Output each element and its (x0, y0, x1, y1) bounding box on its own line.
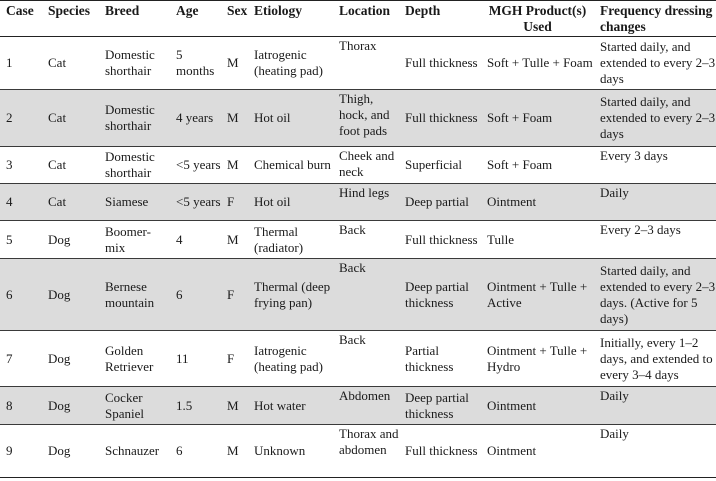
cell-sex: M (227, 157, 239, 172)
cell-products: Ointment (487, 194, 537, 209)
table-row (0, 331, 716, 387)
cell-breed: Domestic shorthair (105, 149, 155, 180)
cell-products: Tulle (487, 231, 514, 247)
cell-sex: M (227, 110, 239, 125)
cell-sex: M (227, 397, 239, 413)
cell-case: 7 (6, 350, 13, 366)
cell-products: Soft + Tulle + Foam (487, 55, 593, 70)
cell-frequency: Daily (600, 426, 629, 441)
cell-depth: Superficial (405, 157, 463, 172)
cell-age: 11 (176, 350, 189, 366)
cell-location: Thigh, hock, and foot pads (339, 91, 390, 138)
cell-depth: Full thickness (405, 110, 478, 125)
table-row (0, 259, 716, 331)
cell-products: Soft + Foam (487, 110, 553, 125)
cell-frequency: Every 3 days (600, 148, 668, 163)
cell-sex: M (227, 55, 239, 70)
cell-etiology: Hot oil (254, 194, 291, 209)
cell-age: 6 (176, 443, 183, 458)
cell-etiology: Hot water (254, 397, 306, 413)
cell-species: Cat (48, 110, 67, 125)
table-row (0, 147, 716, 184)
table-row (0, 387, 716, 425)
cell-breed: Siamese (105, 194, 149, 209)
cell-location: Abdomen (339, 388, 391, 403)
cell-etiology: Hot oil (254, 110, 291, 125)
cell-frequency: Started daily, and extended to every 2–3 days (600, 39, 716, 86)
cell-frequency: Started daily, and extended to every 2–3 days. (Active for 5 days) (600, 262, 716, 326)
column-header-location: Location (339, 3, 391, 18)
column-header-age: Age (176, 3, 199, 18)
cell-breed: Cocker Spaniel (105, 389, 144, 421)
cell-case: 4 (6, 194, 13, 209)
cell-breed: Domestic shorthair (105, 47, 155, 78)
cell-etiology: Thermal (radiator) (254, 223, 304, 255)
column-header-sex: Sex (227, 3, 248, 18)
cell-location: Cheek and neck (339, 148, 395, 179)
header-row (0, 1, 716, 37)
cell-case: 6 (6, 286, 13, 302)
table-row (0, 425, 716, 478)
column-header-depth: Depth (405, 3, 441, 18)
cell-case: 9 (6, 443, 13, 458)
cell-frequency: Every 2–3 days (600, 222, 681, 237)
cell-case: 1 (6, 55, 13, 70)
column-header-frequency: Frequency dressing changes (600, 3, 713, 34)
cell-depth: Partial thickness (405, 342, 454, 374)
cell-age: 6 (176, 286, 183, 302)
column-header-etiology: Etiology (254, 3, 303, 18)
cell-location: Thorax (339, 38, 377, 53)
cell-location: Back (339, 260, 366, 275)
cell-frequency: Initially, every 1–2 days, and extended to every 3–4 days (600, 334, 713, 382)
cell-frequency: Daily (600, 388, 629, 403)
cell-location: Hind legs (339, 185, 390, 200)
cell-species: Dog (48, 397, 71, 413)
cell-species: Cat (48, 55, 67, 70)
cell-location: Thorax and abdomen (339, 426, 399, 457)
cell-etiology: Thermal (deep frying pan) (254, 278, 331, 310)
table-row (0, 184, 716, 221)
cell-sex: M (227, 231, 239, 247)
cell-sex: M (227, 443, 239, 458)
cell-products: Soft + Foam (487, 157, 553, 172)
cell-species: Dog (48, 350, 71, 366)
cell-age: 4 years (176, 110, 214, 125)
table-row (0, 37, 716, 90)
cell-sex: F (227, 350, 235, 366)
cell-etiology: Iatrogenic (heating pad) (254, 342, 323, 374)
cell-breed: Bernese mountain (105, 278, 155, 310)
cell-species: Cat (48, 194, 67, 209)
cell-breed: Golden Retriever (105, 342, 154, 374)
cell-case: 5 (6, 231, 13, 247)
cell-sex: F (227, 286, 235, 302)
cell-breed: Schnauzer (105, 443, 160, 458)
cell-age: <5 years (176, 157, 221, 172)
cell-species: Dog (48, 286, 71, 302)
column-header-products: MGH Product(s) Used (488, 3, 587, 34)
cell-species: Dog (48, 231, 71, 247)
cell-depth: Deep partial thickness (405, 389, 469, 421)
cell-depth: Full thickness (405, 443, 478, 458)
cell-frequency: Daily (600, 185, 629, 200)
cell-breed: Domestic shorthair (105, 102, 155, 133)
cell-etiology: Unknown (254, 443, 306, 458)
cell-depth: Deep partial (405, 194, 469, 209)
cell-age: 1.5 (176, 397, 193, 413)
cell-case: 8 (6, 397, 13, 413)
cell-location: Back (339, 332, 366, 347)
cell-products: Ointment (487, 397, 537, 413)
cell-depth: Full thickness (405, 231, 478, 247)
cell-age: 4 (176, 231, 183, 247)
table-body (0, 37, 716, 478)
column-header-case: Case (6, 3, 34, 18)
cell-age: 5 months (176, 47, 215, 78)
cell-location: Back (339, 222, 366, 237)
column-header-species: Species (48, 3, 90, 18)
cell-age: <5 years (176, 194, 221, 209)
column-header-breed: Breed (105, 3, 140, 18)
cell-case: 3 (6, 157, 13, 172)
table-row (0, 90, 716, 147)
cell-species: Dog (48, 443, 71, 458)
cell-products: Ointment + Tulle + Hydro (487, 342, 588, 374)
cell-depth: Deep partial thickness (405, 278, 469, 310)
cell-case: 2 (6, 110, 13, 125)
cell-depth: Full thickness (405, 55, 478, 70)
cell-sex: F (227, 194, 235, 209)
cell-breed: Boomer-mix (105, 223, 151, 255)
cell-etiology: Chemical burn (254, 157, 331, 172)
cell-etiology: Iatrogenic (heating pad) (254, 47, 323, 78)
cell-frequency: Started daily, and extended to every 2–3 days (600, 94, 716, 141)
cell-species: Cat (48, 157, 67, 172)
cell-products: Ointment + Tulle + Active (487, 278, 588, 310)
cell-products: Ointment (487, 443, 537, 458)
table-row (0, 221, 716, 259)
